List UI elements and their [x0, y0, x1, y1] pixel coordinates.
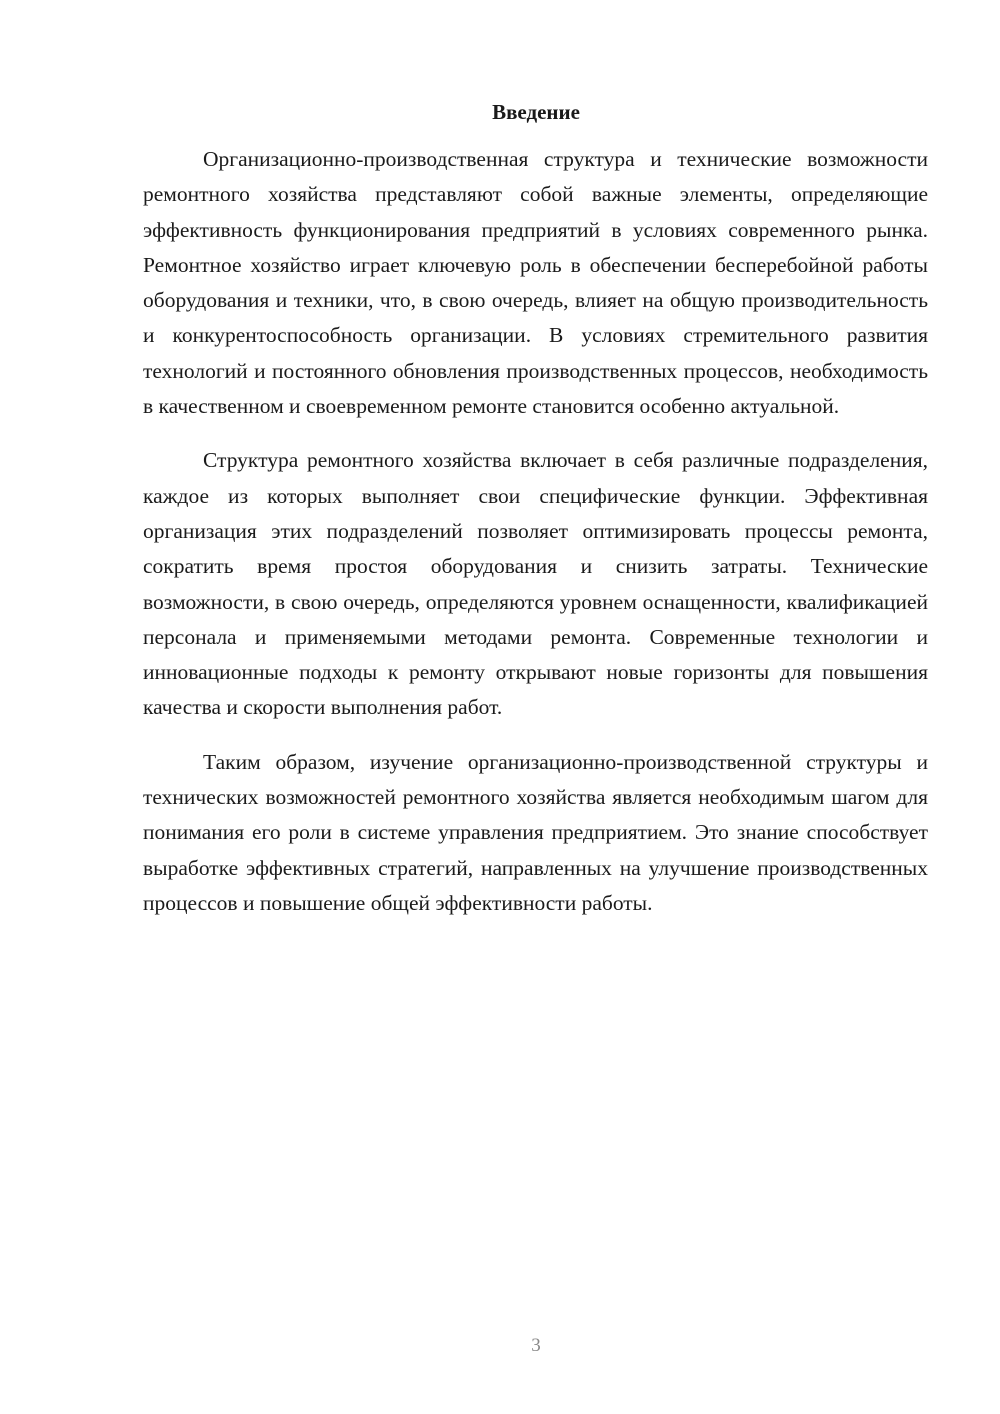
- paragraph-1: Организационно-производственная структура и технические возможности ремонтного хозяйства представляют собой важные элементы, определяющие эффективность функционирования предприятий в условиях современного рынка. Ремонтное хозяйство играет ключевую роль в обеспечении бесперебойной работы оборудования и техники, что, в свою очередь, влияет на общую производительность и конкурентоспособность организации. В условиях стремительного развития технологий и постоянного обновления производственных процессов, необходимость в качественном и своевременном ремонте становится особенно актуальной.: [143, 147, 928, 419]
- paragraph-3: Таким образом, изучение организационно-производственной структуры и технических возможностей ремонтного хозяйства является необходимым шагом для понимания его роли в системе управления предприятием. Это знание способствует выработке эффективных стратегий, направленных на улучшение производственных процессов и повышение общей эффективности работы.: [143, 749, 928, 915]
- paragraph-2: Структура ремонтного хозяйства включает в себя различные подразделения, каждое из которых выполняет свои специфические функции. Эффективная организация этих подразделений позволяет оптимизировать процессы ремонта, сократить время простоя оборудования и снизить затраты. Технические возможности, в свою очередь, определяются уровнем оснащенности, квалификацией персонала и применяемыми методами ремонта. Современные технологии и инновационные подходы к ремонту открывают новые горизонты для повышения качества и скорости выполнения работ.: [143, 448, 928, 720]
- section-body: [143, 142, 928, 940]
- page-number: 3: [531, 1335, 541, 1356]
- section-heading: Введение: [492, 100, 580, 124]
